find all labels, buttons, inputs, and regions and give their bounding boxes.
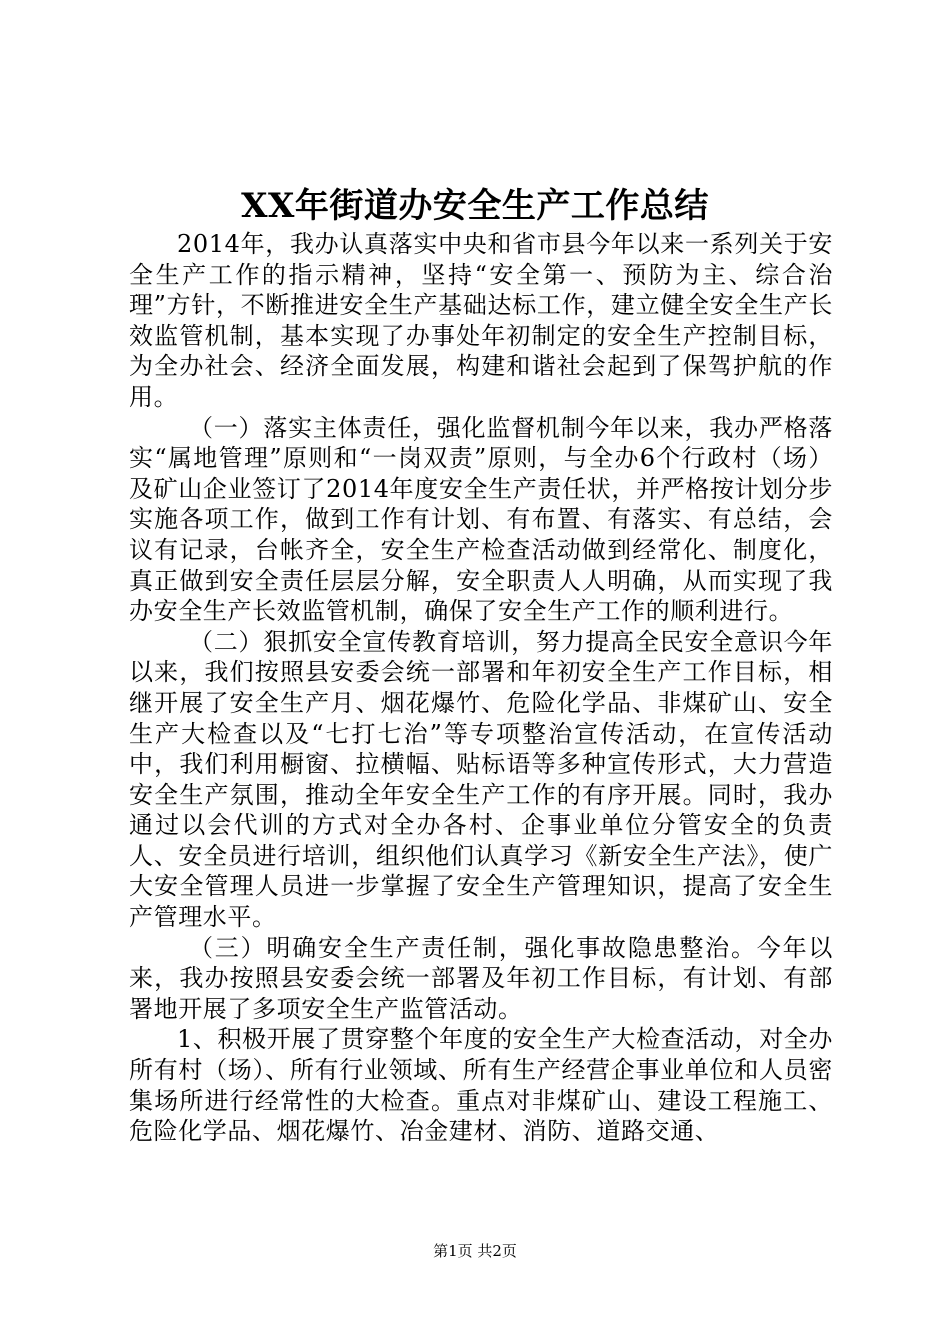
document-title: XX年街道办安全生产工作总结 [241, 186, 709, 226]
paragraph-section-3: （三）明确安全生产责任制，强化事故隐患整治。今年以来，我办按照县安委会统一部署及年初工作目标，有计划、有部署地开展了多项安全生产监管活动。 [129, 933, 833, 1023]
paragraph-section-2: （二）狠抓安全宣传教育培训，努力提高全民安全意识今年以来，我们按照县安委会统一部署和年初安全生产工作目标，相继开展了安全生产月、烟花爆竹、危险化学品、非煤矿山、安全生产大检查以及“七打七治”等专项整治宣传活动，在宣传活动中，我们利用橱窗、拉横幅、贴标语等多种宣传形式，大力营造安全生产氛围，推动全年安全生产工作的有序开展。同时，我办通过以会代训的方式对全办各村、企事业单位分管安全的负责人、安全员进行培训，组织他们认真学习《新安全生产法》，使广大安全管理人员进一步掌握了安全生产管理知识，提高了安全生产管理水平。 [129, 627, 833, 932]
paragraph-section-1: （一）落实主体责任，强化监督机制今年以来，我办严格落实“属地管理”原则和“一岗双责”原则，与全办6个行政村（场）及矿山企业签订了2014年度安全生产责任状，并严格按计划分步实施各项工作，做到工作有计划、有布置、有落实、有总结，会议有记录，台帐齐全，安全生产检查活动做到经常化、制度化，真正做到安全责任层层分解，安全职责人人明确，从而实现了我办安全生产长效监管机制，确保了安全生产工作的顺利进行。 [129, 413, 833, 626]
paragraph-item-1: 1、积极开展了贯穿整个年度的安全生产大检查活动，对全办所有村（场）、所有行业领域、所有生产经营企事业单位和人员密集场所进行经常性的大检查。重点对非煤矿山、建设工程施工、危险化学品、烟花爆竹、冶金建材、消防、道路交通、 [129, 1025, 833, 1146]
document-body [129, 229, 833, 1147]
paragraph-intro: 2014年，我办认真落实中央和省市县今年以来一系列关于安全生产工作的指示精神，坚持“安全第一、预防为主、综合治理”方针，不断推进安全生产基础达标工作，建立健全安全生产长效监管机制，基本实现了办事处年初制定的安全生产控制目标，为全办社会、经济全面发展，构建和谐社会起到了保驾护航的作用。 [129, 230, 833, 411]
page-footer: 第1页 共2页 [433, 1242, 517, 1260]
